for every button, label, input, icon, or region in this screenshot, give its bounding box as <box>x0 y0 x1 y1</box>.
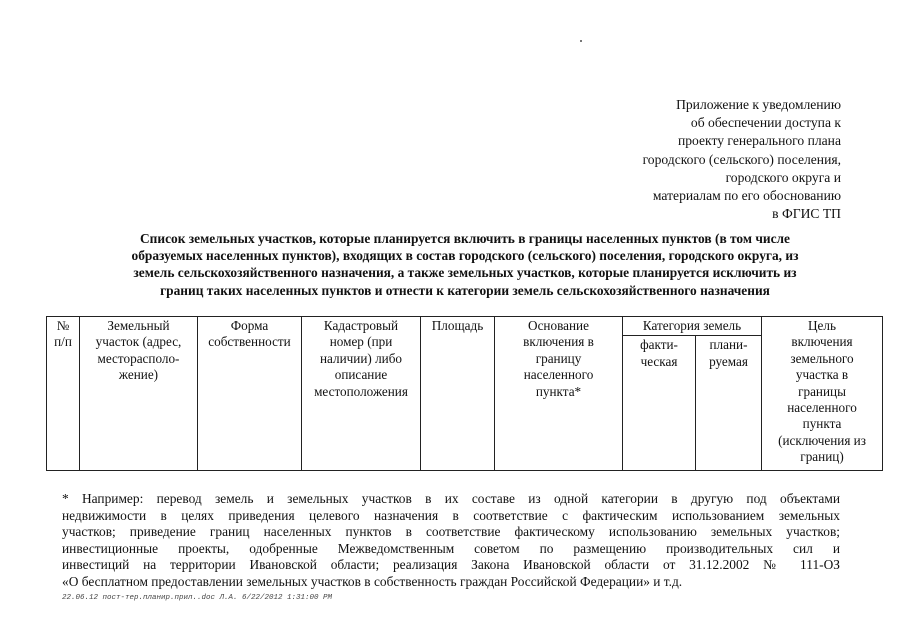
appendix-line: городского (сельского) поселения, <box>642 151 841 167</box>
appendix-line: проекту генерального плана <box>677 133 841 149</box>
title-line: образуемых населенных пунктов), входящих в состав городского (сельского) поселения, городского округа, из <box>131 248 799 264</box>
header-number: № п/п <box>47 317 80 471</box>
appendix-line: материалам по его обоснованию <box>652 188 841 204</box>
footnote-line: «О бесплатном предоставлении земельных участков в собственность граждан Российской Федерации» и т.д. <box>62 573 683 589</box>
footnote <box>62 491 840 591</box>
appendix-line: об обеспечении доступа к <box>690 115 841 131</box>
file-stamp: 22.06.12 пост-тер.планир.прил..doc Л.А. 6/22/2012 1:31:00 PM <box>62 594 333 602</box>
footnote-line: инвестиционные проекты, одобренные Межведомственным советом по размещению производительных сил и <box>62 540 840 556</box>
footnote-line: недвижимости в целях приведения целевого назначения в соответствие с фактическим использованием земельных <box>62 507 840 523</box>
appendix-line: Приложение к уведомлению <box>676 97 841 112</box>
land-plots-table <box>46 316 883 471</box>
header-basis: Основание включения в границу населенного пункта* <box>495 317 623 471</box>
header-category-actual: факти- ческая <box>623 336 696 471</box>
title-line: земель сельскохозяйственного назначения, а также земельных участков, которые планируется исключить из <box>133 265 797 281</box>
header-plot: Земельный участок (адрес, месторасполо- жение) <box>80 317 198 471</box>
appendix-line: городского округа и <box>725 169 841 185</box>
header-cadastral: Кадастровый номер (при наличии) либо описание местоположения <box>302 317 421 471</box>
footnote-line: участков; приведение границ населенных пунктов в соответствие фактическому использованию земельных участков; <box>62 524 840 540</box>
document-title <box>70 230 860 299</box>
header-ownership: Форма собственности <box>198 317 302 471</box>
header-purpose: Цель включения земельного участка в границы населенного пункта (исключения из границ) <box>762 317 883 471</box>
header-category-planned: плани- руемая <box>696 336 762 471</box>
appendix-line: в ФГИС ТП <box>772 206 841 222</box>
appendix-note <box>643 96 841 223</box>
header-area: Площадь <box>421 317 495 471</box>
header-category: Категория земель <box>623 317 762 336</box>
title-line: Список земельных участков, которые планируется включить в границы населенных пунктов (в том числе <box>139 231 790 246</box>
footnote-line: * Например: перевод земель и земельных участков в их составе из одной категории в другую под объектами <box>62 491 840 506</box>
title-line: границ таких населенных пунктов и отнести к категории земель сельскохозяйственного назначения <box>160 282 770 298</box>
scan-speck <box>580 40 582 42</box>
footnote-line: инвестиций на территории Ивановской области; реализация Закона Ивановской области от 31.12.2002 № 111-ОЗ <box>62 557 840 573</box>
